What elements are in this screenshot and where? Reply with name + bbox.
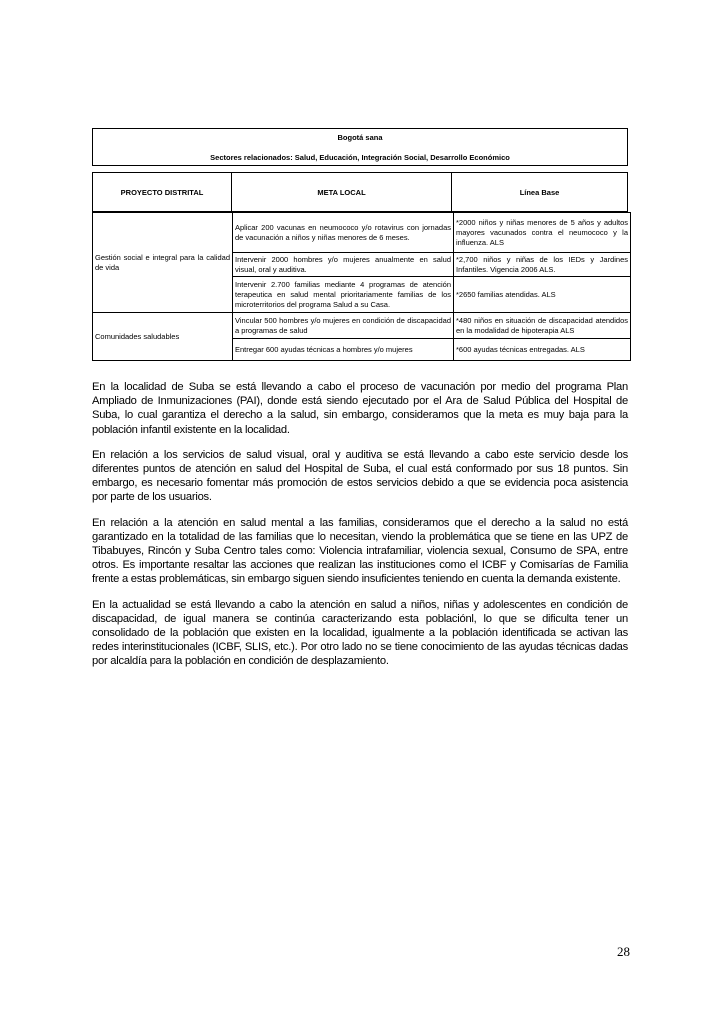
project-cell: Gestión social e integral para la calidad de vida — [93, 213, 233, 313]
table-subtitle: Sectores relacionados: Salud, Educación, Integración Social, Desarrollo Económico — [210, 153, 510, 162]
linea-base-cell: *2000 niños y niñas menores de 5 años y adultos mayores vacunados contra el neumococo y la influenza. ALS — [454, 213, 631, 253]
paragraph: En la localidad de Suba se está llevando a cabo el proceso de vacunación por medio del programa Plan Ampliado de Inmunizaciones (PAI), donde está siendo ejecutado por el Ara de Salud Pública del Hospital de Suba, lo cual garantiza el derecho a la salud, sin embargo, consideramos que la meta es muy baja para la población infantil existente en la localidad. — [92, 381, 628, 436]
column-header-meta: META LOCAL — [232, 173, 452, 211]
table-row — [93, 213, 631, 253]
paragraph: En relación a la atención en salud mental a las familias, consideramos que el derecho a la salud no está garantizado en la totalidad de las familias que lo necesitan, viendo la problemática que se tiene en las UPZ de Tibabuyes, Rincón y Suba Centro tales como: Violencia intrafamiliar, violencia sexual, Consumo de SPA, entre otros. Es importante resaltar las acciones que realizan las instituciones como el ICBF y Comisarías de Familia frente a estas problemáticas, sin embargo siguen siendo insuficientes teniendo en cuenta la demanda existente. — [92, 516, 628, 586]
meta-cell: Intervenir 2000 hombres y/o mujeres anualmente en salud visual, oral y auditiva. — [233, 253, 454, 277]
linea-base-cell: *2,700 niños y niñas de los IEDs y Jardines Infantiles. Vigencia 2006 ALS. — [454, 253, 631, 277]
column-header-row — [92, 172, 628, 212]
paragraph: En relación a los servicios de salud visual, oral y auditiva se está llevando a cabo este servicio desde los diferentes puntos de atención en salud del Hospital de Suba, el cual está conformado por sus 18 puntos. Sin embargo, es necesario fomentar más promoción de estos servicios debido a que se evidencia poca asistencia por parte de los usuarios. — [92, 448, 628, 504]
table-header-box — [92, 128, 628, 166]
column-header-proyecto: PROYECTO DISTRITAL — [93, 173, 232, 211]
table-title: Bogotá sana — [337, 133, 383, 142]
meta-cell: Intervenir 2.700 familias mediante 4 programas de atención terapeutica en salud mental prioritariamente familias de los microterritorios del programa Salud a su Casa. — [233, 277, 454, 313]
meta-cell: Aplicar 200 vacunas en neumococo y/o rotavirus con jornadas de vacunación a niños y niñas menores de 6 meses. — [233, 213, 454, 253]
linea-base-cell: *2650 familias atendidas. ALS — [454, 277, 631, 313]
page-number: 28 — [617, 944, 630, 959]
meta-cell: Vincular 500 hombres y/o mujeres en condición de discapacidad a programas de salud — [233, 313, 454, 339]
paragraph: En la actualidad se está llevando a cabo la atención en salud a niños, niñas y adolescentes en condición de discapacidad, de igual manera se continúa caracterizando esta poblaciónl, lo que se dificulta tener un consolidado de la población que existen en la localidad, igualmente a la población identificada se activan las redes interinstitucionales (ICBF, SLIS, etc.). Por otro lado no se tiene conocimiento de las ayudas técnicas dadas por alcaldía para la población en condición de desplazamiento. — [92, 598, 628, 668]
body-text — [92, 380, 628, 680]
column-header-linea-base: Línea Base — [519, 187, 560, 197]
table-row — [93, 313, 631, 339]
linea-base-cell: *600 ayudas técnicas entregadas. ALS — [454, 339, 631, 361]
linea-base-cell: *480 niños en situación de discapacidad atendidos en la modalidad de hipoterapia ALS — [454, 313, 631, 339]
projects-table — [92, 212, 631, 361]
project-cell: Comunidades saludables — [93, 313, 233, 361]
meta-cell: Entregar 600 ayudas técnicas a hombres y/o mujeres — [233, 339, 454, 361]
